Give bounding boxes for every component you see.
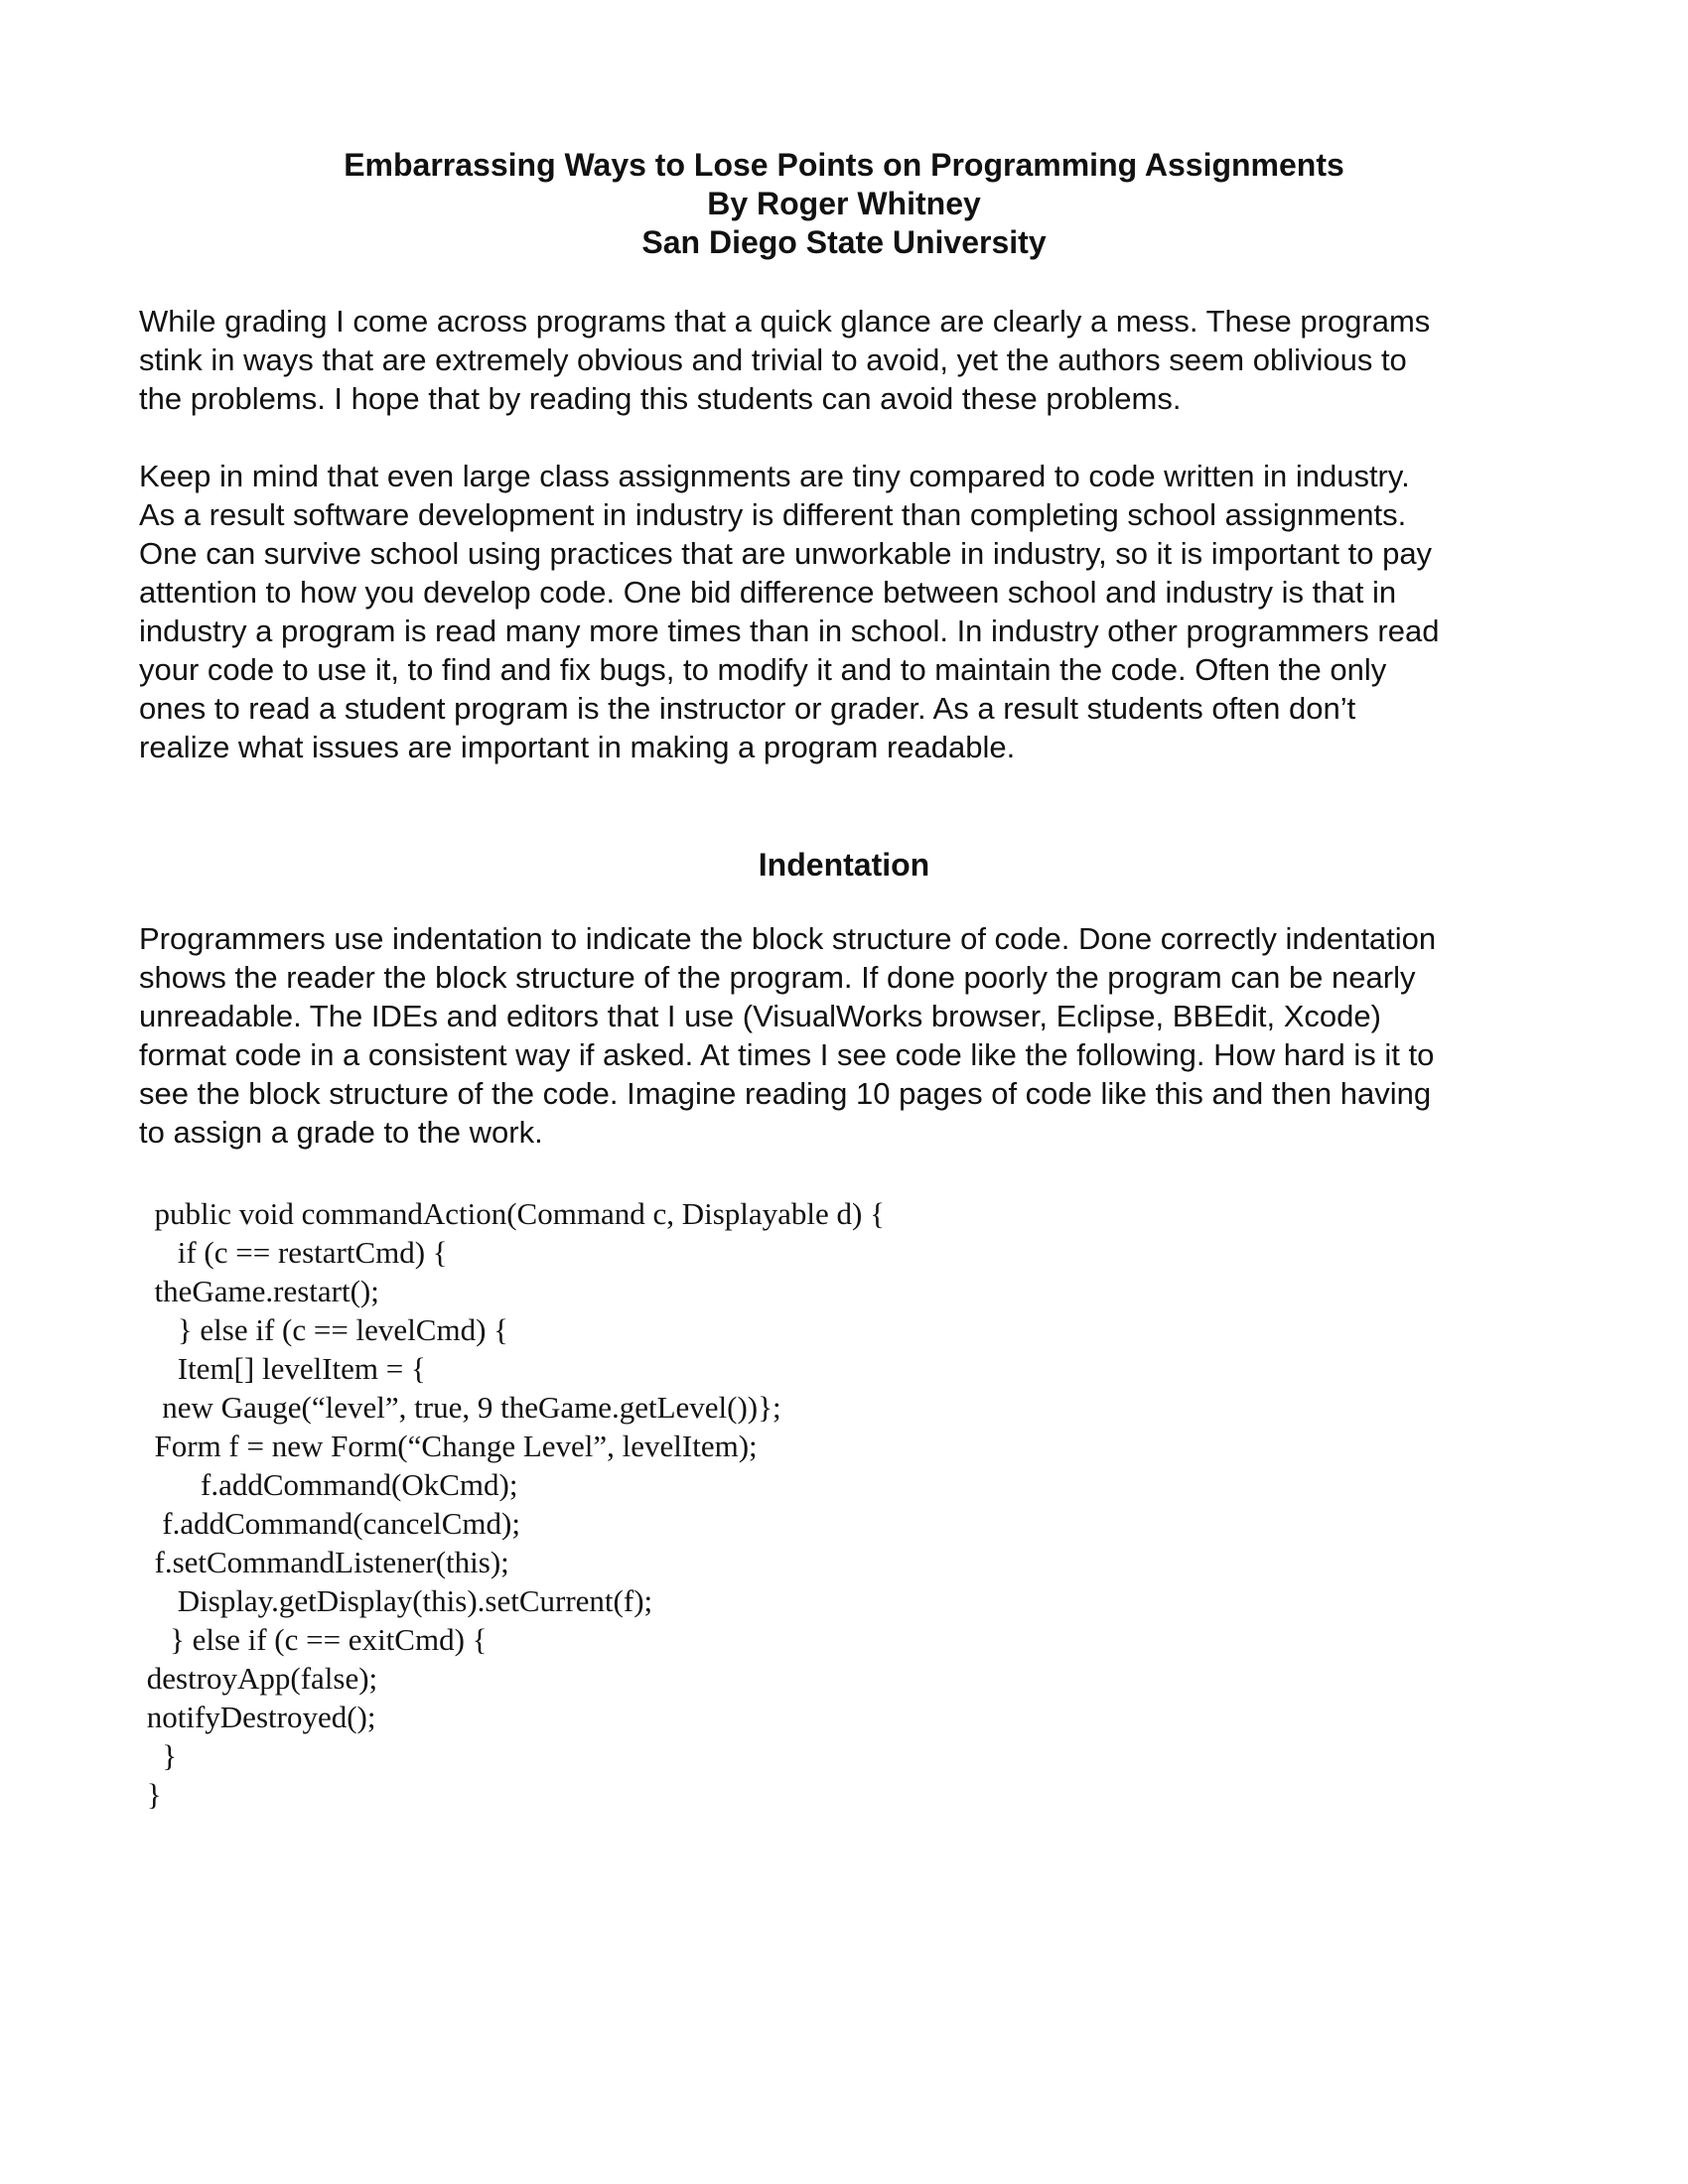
- code-line: theGame.restart();: [139, 1274, 379, 1308]
- section-heading-indentation: Indentation: [758, 847, 930, 883]
- intro-line: stink in ways that are extremely obvious and trivial to avoid, yet the authors seem oblivious to: [139, 342, 1407, 377]
- context-line: Keep in mind that even large class assignments are tiny compared to code written in industry.: [139, 459, 1410, 493]
- indentation-line: shows the reader the block structure of the program. If done poorly the program can be nearly: [139, 960, 1416, 995]
- indentation-line: unreadable. The IDEs and editors that I use (VisualWorks browser, Eclipse, BBEdit, Xcode): [139, 999, 1381, 1033]
- context-line: attention to how you develop code. One bid difference between school and industry is that in: [139, 575, 1397, 610]
- code-sample: [139, 1194, 1331, 1814]
- indentation-line: Programmers use indentation to indicate the block structure of code. Done correctly indentation: [139, 921, 1437, 956]
- indentation-line: see the block structure of the code. Imagine reading 10 pages of code like this and then having: [139, 1076, 1432, 1111]
- intro-line: While grading I come across programs that a quick glance are clearly a mess. These programs: [139, 304, 1431, 339]
- intro-line: the problems. I hope that by reading this students can avoid these problems.: [139, 381, 1182, 416]
- code-line: destroyApp(false);: [139, 1661, 378, 1696]
- code-line: f.addCommand(OkCmd);: [139, 1467, 518, 1502]
- intro-paragraph: [139, 302, 1549, 418]
- title-institution: San Diego State University: [641, 224, 1047, 260]
- code-line: } else if (c == exitCmd) {: [139, 1622, 488, 1657]
- context-paragraph: [139, 457, 1549, 766]
- code-line: notifyDestroyed();: [139, 1700, 376, 1734]
- document-title: [0, 146, 1688, 262]
- code-line: Form f = new Form(“Change Level”, levelItem);: [139, 1429, 758, 1463]
- indentation-paragraph: [139, 919, 1549, 1152]
- code-line: new Gauge(“level”, true, 9 theGame.getLevel())};: [139, 1390, 781, 1425]
- context-line: As a result software development in industry is different than completing school assignments.: [139, 497, 1407, 532]
- code-line: Item[] levelItem = {: [139, 1351, 426, 1386]
- code-line: } else if (c == levelCmd) {: [139, 1312, 509, 1347]
- title-main: Embarrassing Ways to Lose Points on Programming Assignments: [344, 147, 1344, 183]
- code-line: }: [139, 1777, 162, 1812]
- code-line: f.addCommand(cancelCmd);: [139, 1506, 520, 1541]
- code-line: if (c == restartCmd) {: [139, 1235, 448, 1270]
- title-author: By Roger Whitney: [707, 186, 981, 221]
- code-line: public void commandAction(Command c, Displayable d) {: [139, 1196, 885, 1231]
- context-line: One can survive school using practices that are unworkable in industry, so it is important to pay: [139, 536, 1433, 571]
- code-line: f.setCommandListener(this);: [139, 1545, 509, 1579]
- context-line: your code to use it, to find and fix bugs, to modify it and to maintain the code. Often the only: [139, 652, 1387, 687]
- code-line: Display.getDisplay(this).setCurrent(f);: [139, 1583, 653, 1618]
- context-line: ones to read a student program is the instructor or grader. As a result students often don’t: [139, 691, 1356, 726]
- indentation-line: format code in a consistent way if asked. At times I see code like the following. How hard is it to: [139, 1037, 1435, 1072]
- indentation-line: to assign a grade to the work.: [139, 1115, 543, 1150]
- context-line: realize what issues are important in making a program readable.: [139, 730, 1016, 764]
- context-line: industry a program is read many more times than in school. In industry other programmers read: [139, 614, 1440, 648]
- code-line: }: [139, 1738, 178, 1773]
